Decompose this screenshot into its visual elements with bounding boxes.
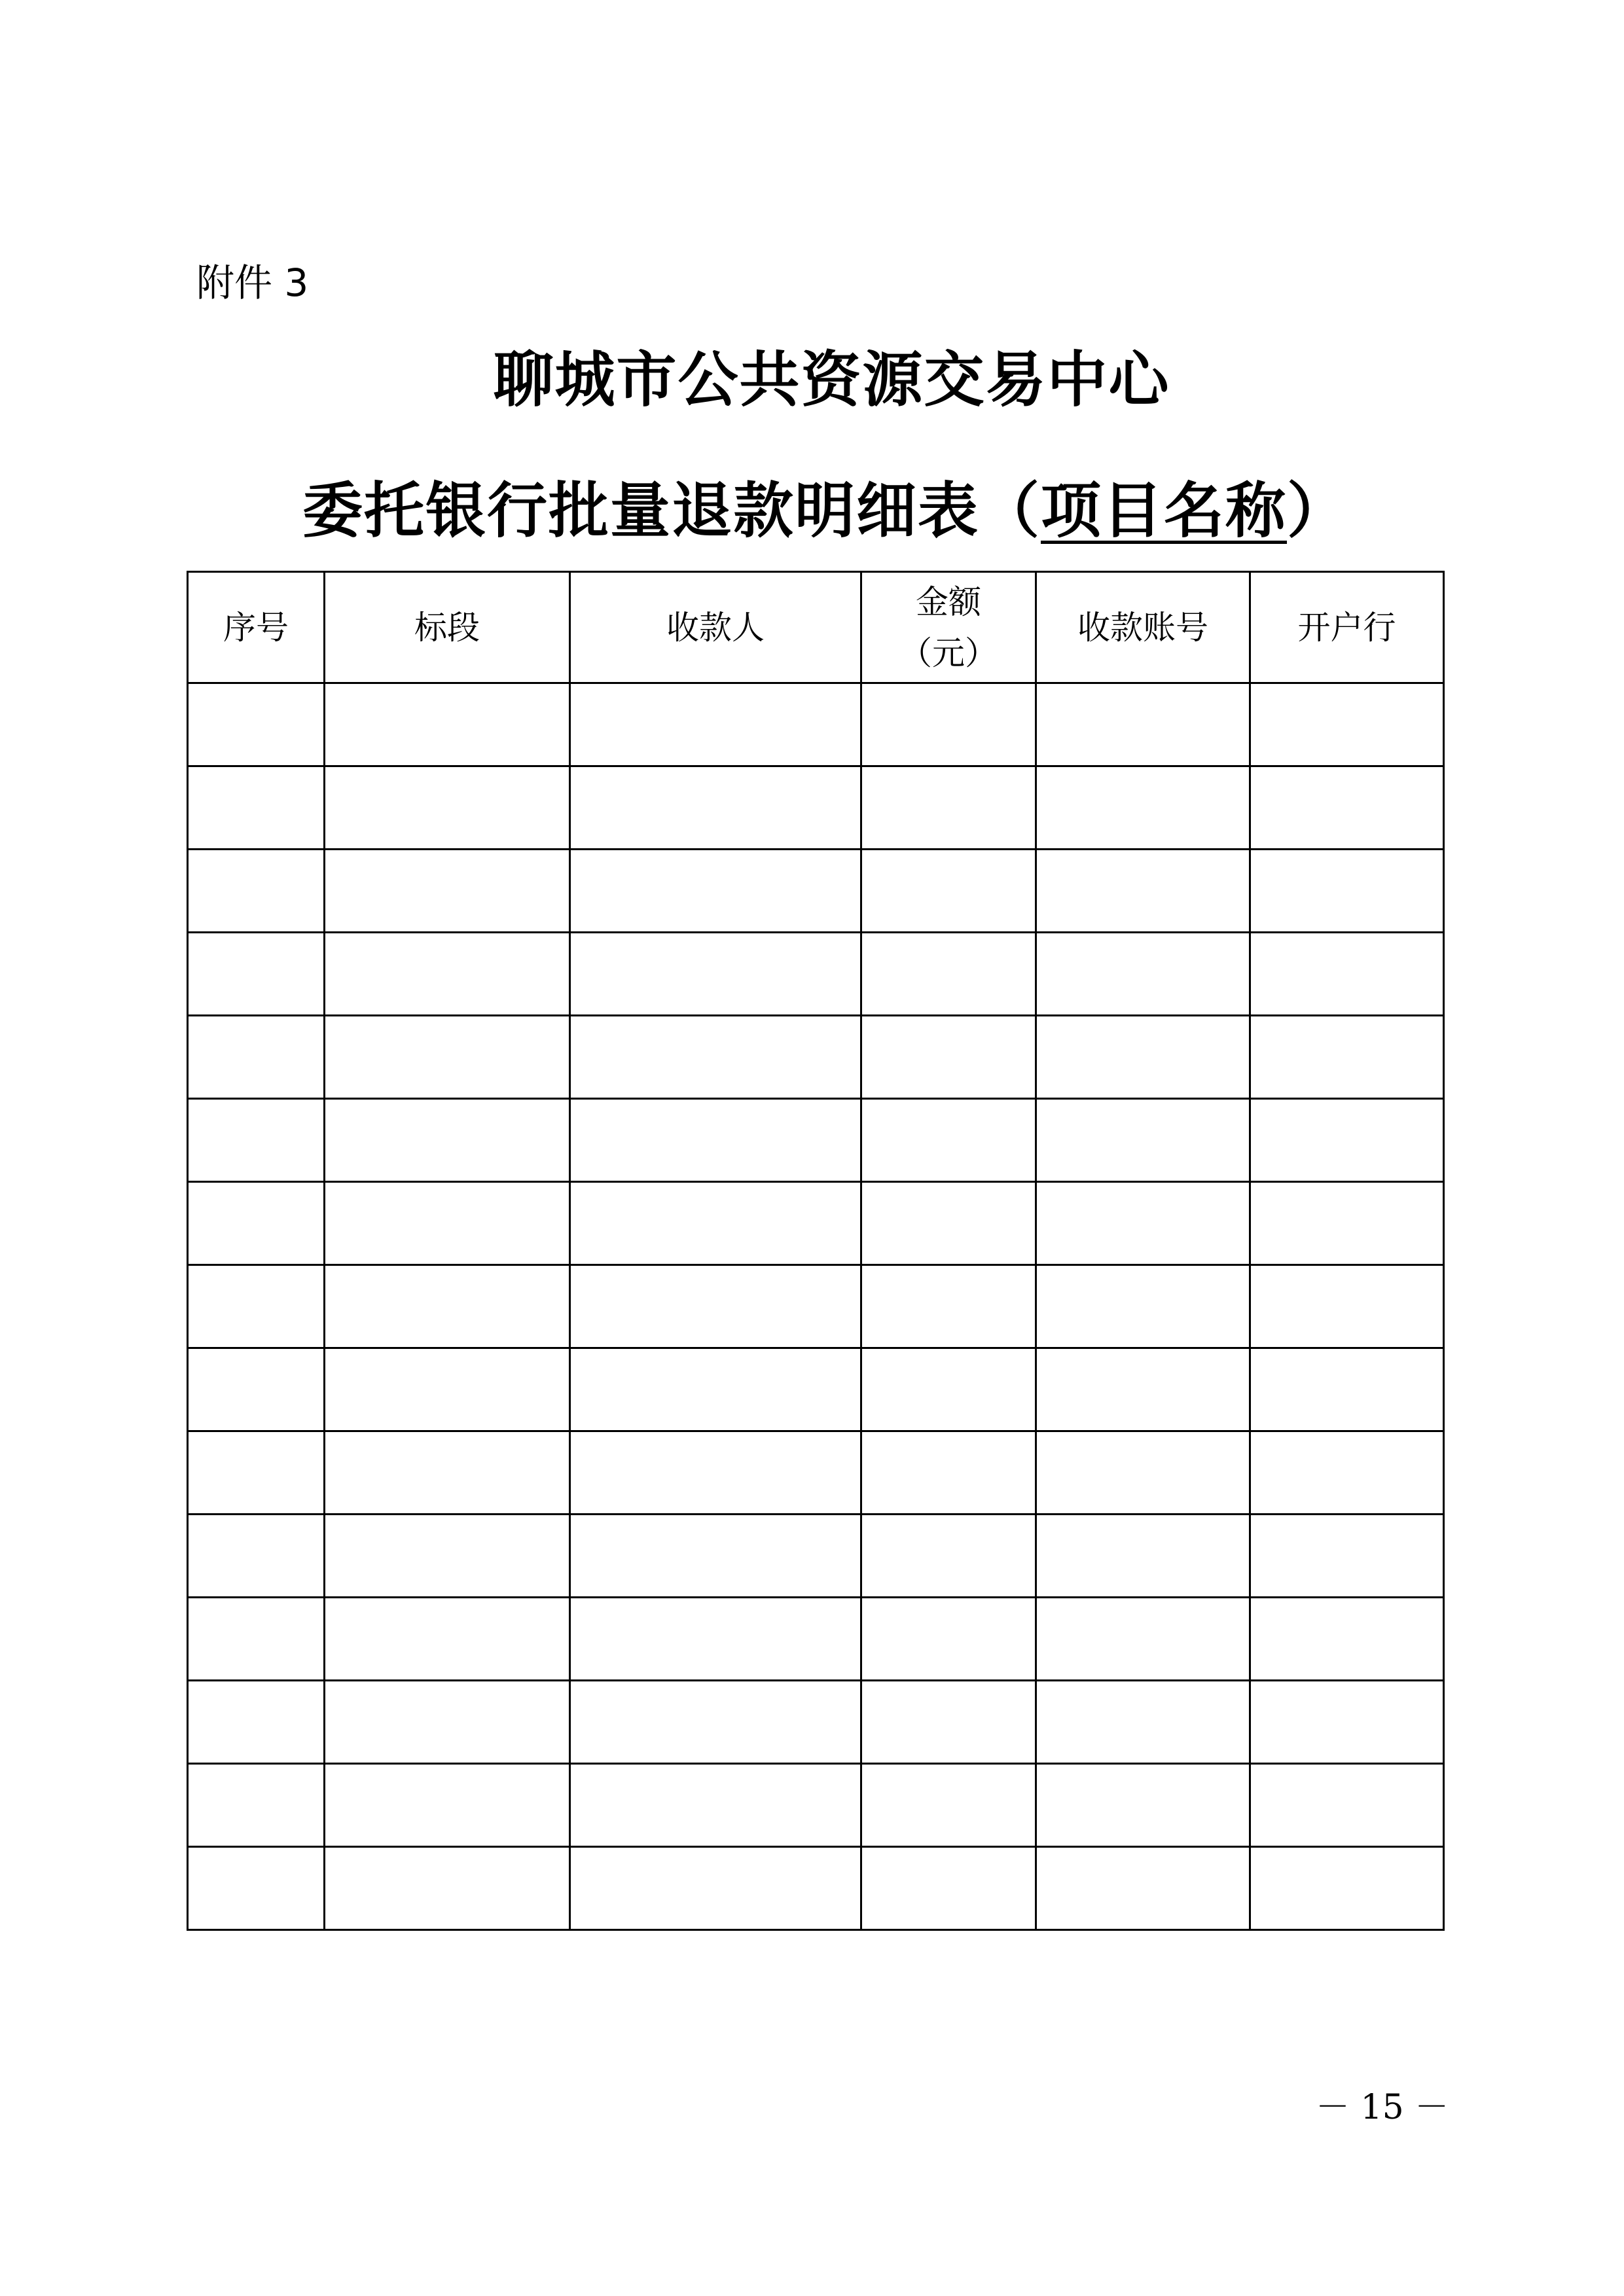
refund-detail-table xyxy=(187,571,1445,1931)
cell-section xyxy=(325,1182,570,1265)
cell-account xyxy=(1036,850,1250,933)
cell-amount xyxy=(861,1598,1036,1681)
cell-index xyxy=(188,1182,325,1265)
table-body xyxy=(188,683,1444,1930)
cell-amount xyxy=(861,1348,1036,1431)
cell-payee xyxy=(570,683,861,766)
table-row xyxy=(188,1265,1444,1348)
cell-bank xyxy=(1250,1099,1444,1182)
cell-amount xyxy=(861,1681,1036,1764)
cell-index xyxy=(188,1515,325,1598)
cell-amount xyxy=(861,933,1036,1016)
cell-payee xyxy=(570,1348,861,1431)
cell-bank xyxy=(1250,1764,1444,1847)
cell-payee xyxy=(570,1598,861,1681)
cell-bank xyxy=(1250,850,1444,933)
cell-bank xyxy=(1250,1348,1444,1431)
cell-amount xyxy=(861,1515,1036,1598)
cell-section xyxy=(325,1016,570,1099)
cell-section xyxy=(325,683,570,766)
cell-payee xyxy=(570,1681,861,1764)
header-index: 序号 xyxy=(188,572,325,683)
cell-payee xyxy=(570,1764,861,1847)
cell-bank xyxy=(1250,1847,1444,1930)
table-row xyxy=(188,933,1444,1016)
cell-payee xyxy=(570,933,861,1016)
cell-account xyxy=(1036,1681,1250,1764)
cell-amount xyxy=(861,1016,1036,1099)
cell-account xyxy=(1036,1764,1250,1847)
cell-amount xyxy=(861,1431,1036,1515)
cell-payee xyxy=(570,1265,861,1348)
cell-section xyxy=(325,1515,570,1598)
cell-payee xyxy=(570,766,861,850)
cell-amount xyxy=(861,1764,1036,1847)
cell-bank xyxy=(1250,1515,1444,1598)
cell-index xyxy=(188,1348,325,1431)
table-row xyxy=(188,1681,1444,1764)
subtitle-suffix: ） xyxy=(1287,475,1349,546)
table-row xyxy=(188,850,1444,933)
cell-bank xyxy=(1250,1265,1444,1348)
cell-account xyxy=(1036,1182,1250,1265)
table-row xyxy=(188,1598,1444,1681)
cell-index xyxy=(188,1099,325,1182)
cell-bank xyxy=(1250,766,1444,850)
header-amount-unit: （元） xyxy=(899,634,998,672)
table-row xyxy=(188,1847,1444,1930)
table-row xyxy=(188,1016,1444,1099)
cell-amount xyxy=(861,1099,1036,1182)
cell-account xyxy=(1036,1265,1250,1348)
document-subtitle xyxy=(302,471,1348,550)
cell-payee xyxy=(570,1099,861,1182)
table-row xyxy=(188,1431,1444,1515)
cell-section xyxy=(325,1431,570,1515)
cell-index xyxy=(188,933,325,1016)
cell-bank xyxy=(1250,683,1444,766)
cell-payee xyxy=(570,1182,861,1265)
document-title: 聊城市公共资源交易中心 xyxy=(493,344,1170,415)
cell-index xyxy=(188,850,325,933)
project-name-placeholder: 项目名称 xyxy=(1041,475,1288,546)
cell-account xyxy=(1036,683,1250,766)
cell-account xyxy=(1036,1099,1250,1182)
header-amount-label: 金额 xyxy=(916,583,981,621)
table-row xyxy=(188,683,1444,766)
cell-index xyxy=(188,1764,325,1847)
cell-section xyxy=(325,1847,570,1930)
cell-index xyxy=(188,1598,325,1681)
cell-section xyxy=(325,1598,570,1681)
cell-section xyxy=(325,1348,570,1431)
cell-section xyxy=(325,1681,570,1764)
cell-amount xyxy=(861,850,1036,933)
cell-payee xyxy=(570,850,861,933)
cell-section xyxy=(325,933,570,1016)
cell-account xyxy=(1036,1016,1250,1099)
cell-bank xyxy=(1250,1681,1444,1764)
cell-section xyxy=(325,1265,570,1348)
table-row xyxy=(188,1348,1444,1431)
cell-payee xyxy=(570,1016,861,1099)
table-row xyxy=(188,1764,1444,1847)
page-number: － 15 － xyxy=(1316,2088,1449,2127)
cell-index xyxy=(188,1016,325,1099)
cell-index xyxy=(188,1431,325,1515)
header-bank: 开户行 xyxy=(1250,572,1444,683)
cell-bank xyxy=(1250,1431,1444,1515)
cell-amount xyxy=(861,683,1036,766)
cell-bank xyxy=(1250,933,1444,1016)
cell-account xyxy=(1036,1431,1250,1515)
table-row xyxy=(188,1182,1444,1265)
cell-section xyxy=(325,1099,570,1182)
header-amount xyxy=(861,572,1036,683)
cell-payee xyxy=(570,1515,861,1598)
cell-index xyxy=(188,766,325,850)
table-row xyxy=(188,766,1444,850)
cell-bank xyxy=(1250,1598,1444,1681)
cell-payee xyxy=(570,1847,861,1930)
cell-account xyxy=(1036,1847,1250,1930)
cell-section xyxy=(325,766,570,850)
cell-account xyxy=(1036,1598,1250,1681)
cell-index xyxy=(188,1681,325,1764)
cell-account xyxy=(1036,933,1250,1016)
cell-amount xyxy=(861,1847,1036,1930)
table-row xyxy=(188,1099,1444,1182)
header-section: 标段 xyxy=(325,572,570,683)
cell-amount xyxy=(861,766,1036,850)
cell-bank xyxy=(1250,1016,1444,1099)
header-account: 收款账号 xyxy=(1036,572,1250,683)
cell-index xyxy=(188,683,325,766)
table-row xyxy=(188,1515,1444,1598)
cell-amount xyxy=(861,1265,1036,1348)
attachment-label: 附件 3 xyxy=(196,260,309,305)
cell-bank xyxy=(1250,1182,1444,1265)
subtitle-prefix: 委托银行批量退款明细表（ xyxy=(302,475,1041,546)
cell-section xyxy=(325,850,570,933)
cell-index xyxy=(188,1265,325,1348)
cell-account xyxy=(1036,1348,1250,1431)
table-header-row xyxy=(188,572,1444,683)
cell-section xyxy=(325,1764,570,1847)
cell-payee xyxy=(570,1431,861,1515)
cell-account xyxy=(1036,766,1250,850)
cell-amount xyxy=(861,1182,1036,1265)
header-payee: 收款人 xyxy=(570,572,861,683)
cell-index xyxy=(188,1847,325,1930)
cell-account xyxy=(1036,1515,1250,1598)
